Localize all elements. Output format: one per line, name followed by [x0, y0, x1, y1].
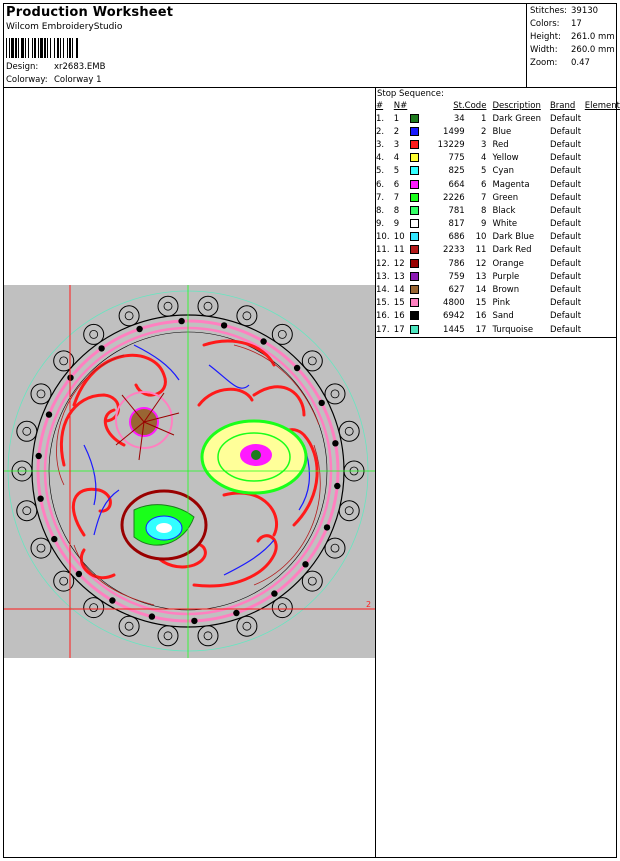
stop-sequence-table: [376, 100, 620, 336]
stat-value: 260.0 mm: [571, 45, 615, 55]
element: [585, 152, 620, 165]
color-code: 2: [481, 126, 487, 137]
thread-brand: Default: [549, 153, 582, 164]
colorway-label: Colorway:: [6, 75, 48, 85]
color-swatch: [410, 193, 419, 202]
table-row: [376, 204, 620, 217]
row-index: 2.: [376, 126, 385, 137]
column-header: #: [376, 101, 384, 111]
element: [585, 231, 620, 244]
color-swatch: [410, 232, 419, 241]
stitch-count: 781: [448, 205, 465, 216]
color-code: 9: [481, 219, 487, 230]
needle-number: 5: [393, 166, 400, 177]
thread-brand: Default: [549, 258, 582, 269]
color-swatch: [410, 259, 419, 268]
color-description: Orange: [492, 258, 524, 269]
column-header: Element: [584, 101, 620, 111]
stitch-count: 627: [448, 285, 465, 296]
row-index: 3.: [376, 139, 385, 150]
color-swatch: [410, 180, 419, 189]
design-stats: [530, 5, 615, 70]
row-index: 16.: [376, 311, 390, 322]
table-row: [376, 165, 620, 178]
element: [585, 257, 620, 270]
color-code: 3: [481, 139, 487, 150]
stat-value: 0.47: [571, 58, 590, 68]
embroidery-design-image: [4, 285, 375, 658]
needle-number: 6: [393, 179, 400, 190]
barcode: [6, 38, 130, 58]
element: [585, 191, 620, 204]
color-description: Brown: [492, 285, 520, 296]
stitch-count: 2233: [443, 245, 465, 256]
row-index: 12.: [376, 258, 390, 269]
row-index: 5.: [376, 166, 385, 177]
thread-brand: Default: [549, 311, 582, 322]
page-title: Production Worksheet: [6, 5, 174, 20]
stat-value: 261.0 mm: [571, 32, 615, 42]
color-swatch: [410, 285, 419, 294]
table-row: [376, 178, 620, 191]
needle-number: 3: [393, 139, 400, 150]
design-value: xr2683.EMB: [54, 62, 106, 72]
table-row: [376, 231, 620, 244]
stitch-count: 34: [453, 113, 465, 124]
element: [585, 138, 620, 151]
table-row: [376, 152, 620, 165]
thread-brand: Default: [549, 166, 582, 177]
flower-right: [202, 421, 306, 493]
table-row: [376, 138, 620, 151]
thread-brand: Default: [549, 232, 582, 243]
color-code: 5: [481, 166, 487, 177]
flower-bottom-left: [122, 491, 206, 559]
color-description: Blue: [492, 126, 512, 137]
row-index: 10.: [376, 232, 390, 243]
color-code: 12: [475, 258, 487, 269]
stitch-count: 759: [448, 271, 465, 282]
element: [585, 218, 620, 231]
element: [585, 178, 620, 191]
stat-label: Colors:: [530, 19, 560, 29]
thread-brand: Default: [549, 271, 582, 282]
thread-brand: Default: [549, 285, 582, 296]
color-description: Magenta: [492, 179, 530, 190]
stitch-count: 13229: [437, 139, 465, 150]
element: [585, 204, 620, 217]
color-swatch: [410, 206, 419, 215]
guide-marker-label: 2: [366, 600, 372, 609]
needle-number: 16: [393, 311, 405, 322]
stitch-count: 4800: [443, 298, 465, 309]
color-description: Black: [492, 205, 516, 216]
stitch-count: 775: [448, 153, 465, 164]
design-label: Design:: [6, 62, 39, 72]
color-swatch: [410, 311, 419, 320]
color-description: Red: [492, 139, 509, 150]
color-description: Dark Red: [492, 245, 532, 256]
element: [585, 125, 620, 138]
color-description: Turquoise: [492, 324, 534, 335]
header-divider: [3, 87, 617, 88]
stats-divider: [526, 3, 527, 87]
color-code: 10: [475, 232, 487, 243]
thread-brand: Default: [549, 245, 582, 256]
color-description: White: [492, 219, 518, 230]
table-row: [376, 323, 620, 336]
color-swatch: [410, 219, 419, 228]
stitch-count: 825: [448, 166, 465, 177]
color-code: 7: [481, 192, 487, 203]
stitch-count: 817: [448, 219, 465, 230]
color-swatch: [410, 166, 419, 175]
stitch-count: 6942: [443, 311, 465, 322]
table-row: [376, 310, 620, 323]
row-index: 13.: [376, 271, 390, 282]
color-description: Dark Blue: [492, 232, 535, 243]
thread-brand: Default: [549, 139, 582, 150]
needle-number: 11: [393, 245, 405, 256]
needle-number: 12: [393, 258, 405, 269]
color-swatch: [410, 325, 419, 334]
table-row: [376, 270, 620, 283]
color-code: 1: [481, 113, 487, 124]
color-description: Dark Green: [492, 113, 542, 124]
row-index: 8.: [376, 205, 385, 216]
color-code: 17: [475, 324, 487, 335]
stat-label: Width:: [530, 45, 558, 55]
color-code: 16: [475, 311, 487, 322]
design-preview: [4, 285, 375, 658]
table-header-row: [376, 100, 620, 112]
software-name: Wilcom EmbroideryStudio: [6, 22, 123, 32]
color-description: Green: [492, 192, 519, 203]
row-index: 6.: [376, 179, 385, 190]
table-row: [376, 257, 620, 270]
color-code: 11: [475, 245, 487, 256]
table-row: [376, 112, 620, 125]
thread-brand: Default: [549, 179, 582, 190]
needle-number: 2: [393, 126, 400, 137]
needle-number: 17: [393, 324, 405, 335]
row-index: 14.: [376, 285, 390, 296]
thread-brand: Default: [549, 192, 582, 203]
element: [585, 323, 620, 336]
element: [585, 165, 620, 178]
color-description: Cyan: [492, 166, 514, 177]
needle-number: 13: [393, 271, 405, 282]
stitch-count: 2226: [443, 192, 465, 203]
element: [585, 244, 620, 257]
needle-number: 10: [393, 232, 405, 243]
element: [585, 283, 620, 296]
thread-brand: Default: [549, 298, 582, 309]
color-code: 13: [475, 271, 487, 282]
table-row: [376, 297, 620, 310]
table-row: [376, 191, 620, 204]
color-swatch: [410, 153, 419, 162]
needle-number: 9: [393, 219, 400, 230]
stat-label: Stitches:: [530, 6, 568, 16]
color-code: 4: [481, 153, 487, 164]
element: [585, 310, 620, 323]
table-row: [376, 244, 620, 257]
thread-brand: Default: [549, 113, 582, 124]
needle-number: 15: [393, 298, 405, 309]
color-code: 15: [475, 298, 487, 309]
thread-brand: Default: [549, 126, 582, 137]
stat-value: 17: [571, 19, 582, 29]
stat-label: Zoom:: [530, 58, 558, 68]
needle-number: 8: [393, 205, 400, 216]
color-swatch: [410, 298, 419, 307]
color-swatch: [410, 127, 419, 136]
color-description: Yellow: [492, 153, 519, 164]
row-index: 9.: [376, 219, 385, 230]
color-description: Sand: [492, 311, 514, 322]
stitch-count: 1499: [443, 126, 465, 137]
color-code: 14: [475, 285, 487, 296]
column-header: Code: [464, 101, 487, 111]
needle-number: 4: [393, 153, 400, 164]
stop-table-divider: [375, 337, 617, 338]
thread-brand: Default: [549, 219, 582, 230]
color-code: 8: [481, 205, 487, 216]
column-header: Description: [492, 101, 541, 111]
row-index: 7.: [376, 192, 385, 203]
color-code: 6: [481, 179, 487, 190]
row-index: 15.: [376, 298, 390, 309]
column-header: N#: [393, 101, 408, 111]
color-swatch: [410, 245, 419, 254]
needle-number: 1: [393, 113, 400, 124]
colorway-value: Colorway 1: [54, 75, 102, 85]
column-header: St.: [453, 101, 465, 111]
element: [585, 112, 620, 125]
stat-label: Height:: [530, 32, 561, 42]
column-header: Brand: [549, 101, 576, 111]
row-index: 1.: [376, 113, 385, 124]
stitch-count: 1445: [443, 324, 465, 335]
color-swatch: [410, 114, 419, 123]
stitch-count: 686: [448, 232, 465, 243]
color-swatch: [410, 140, 419, 149]
table-row: [376, 283, 620, 296]
row-index: 17.: [376, 324, 390, 335]
needle-number: 14: [393, 285, 405, 296]
element: [585, 297, 620, 310]
stat-value: 39130: [571, 6, 599, 16]
color-description: Pink: [492, 298, 511, 309]
color-description: Purple: [492, 271, 520, 282]
stitch-count: 664: [448, 179, 465, 190]
thread-brand: Default: [549, 324, 582, 335]
stitch-count: 786: [448, 258, 465, 269]
needle-number: 7: [393, 192, 400, 203]
thread-brand: Default: [549, 205, 582, 216]
row-index: 4.: [376, 153, 385, 164]
table-row: [376, 218, 620, 231]
table-row: [376, 125, 620, 138]
color-swatch: [410, 272, 419, 281]
stop-sequence-title: Stop Sequence:: [377, 89, 444, 99]
element: [585, 270, 620, 283]
row-index: 11.: [376, 245, 390, 256]
